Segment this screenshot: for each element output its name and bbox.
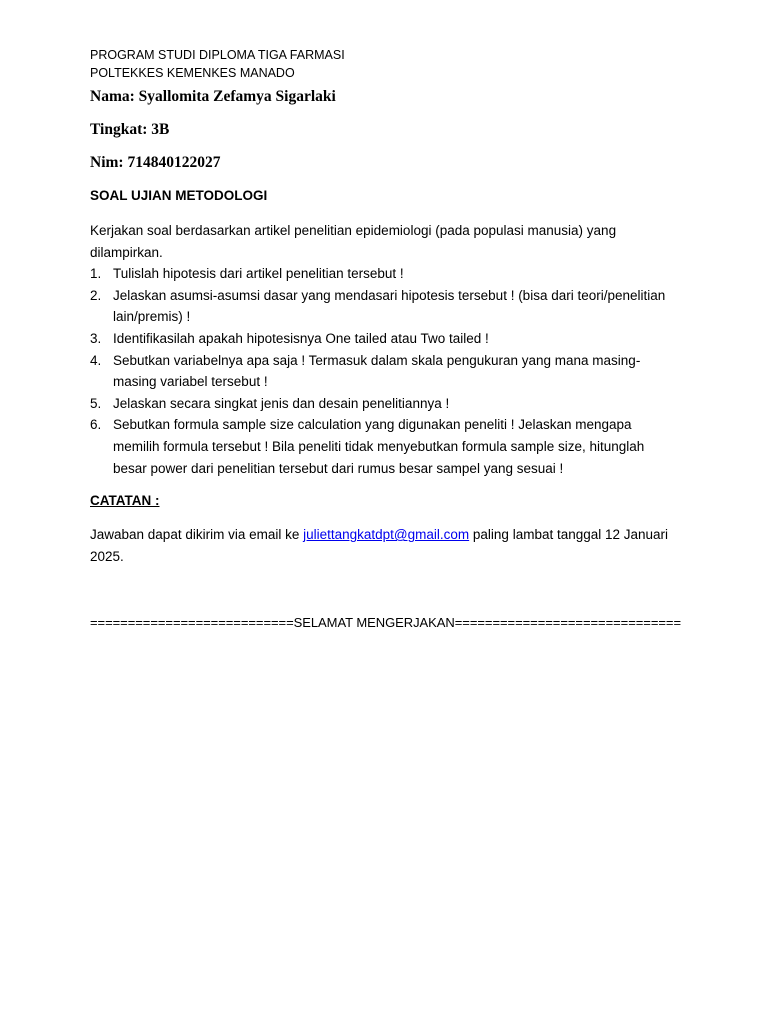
question-item: [90, 285, 680, 328]
question-number: 3.: [90, 330, 102, 346]
question-number: 1.: [90, 266, 102, 282]
program-name: PROGRAM STUDI DIPLOMA TIGA FARMASI: [90, 48, 345, 62]
question-list: [90, 263, 680, 479]
question-item: [90, 414, 680, 479]
email-link[interactable]: juliettangkatdpt@gmail.com: [303, 527, 470, 543]
institution-header: [90, 46, 680, 82]
student-name: Nama: Syallomita Zefamya Sigarlaki: [90, 88, 336, 105]
question-item: [90, 263, 680, 285]
question-text: Tulislah hipotesis dari artikel penelitian tersebut !: [113, 266, 404, 282]
question-number: 5.: [90, 395, 102, 411]
question-text: Jelaskan secara singkat jenis dan desain penelitiannya !: [113, 395, 450, 411]
student-level: Tingkat: 3B: [90, 121, 170, 138]
question-text: Identifikasilah apakah hipotesisnya One tailed atau Two tailed !: [113, 330, 489, 346]
question-item: [90, 328, 680, 350]
submission-note-end: paling lambat tanggal 12 Januari 2025.: [90, 527, 669, 564]
question-text: Sebutkan variabelnya apa saja ! Termasuk dalam skala pengukuran yang mana masing-masing variabel tersebut !: [113, 352, 641, 390]
question-number: 2.: [90, 287, 102, 303]
question-item: [90, 350, 680, 393]
exam-instructions: Kerjakan soal berdasarkan artikel penelitian epidemiologi (pada populasi manusia) yang dilampirkan.: [90, 223, 617, 260]
question-number: 6.: [90, 417, 102, 433]
closing-banner: ===========================SELAMAT MENGERJAKAN==============================: [90, 615, 681, 631]
submission-note: [90, 524, 680, 567]
institution-name: POLTEKKES KEMENKES MANADO: [90, 66, 295, 80]
question-item: [90, 393, 680, 415]
exam-title: SOAL UJIAN METODOLOGI: [90, 188, 268, 203]
submission-note-start: Jawaban dapat dikirim via email ke: [90, 527, 304, 543]
question-number: 4.: [90, 352, 102, 368]
question-text: Jelaskan asumsi-asumsi dasar yang mendasari hipotesis tersebut ! (bisa dari teori/penelitian lain/premis) !: [113, 287, 666, 325]
document-page: [90, 46, 680, 632]
notes-heading: CATATAN :: [90, 493, 160, 509]
student-nim: Nim: 714840122027: [90, 154, 221, 171]
question-text: Sebutkan formula sample size calculation yang digunakan peneliti ! Jelaskan mengapa memilih formula tersebut ! Bila peneliti tidak menyebutkan formula sample size, hitunglah besar power dari penelitian tersebut dari rumus besar sampel yang sesuai !: [113, 417, 645, 476]
